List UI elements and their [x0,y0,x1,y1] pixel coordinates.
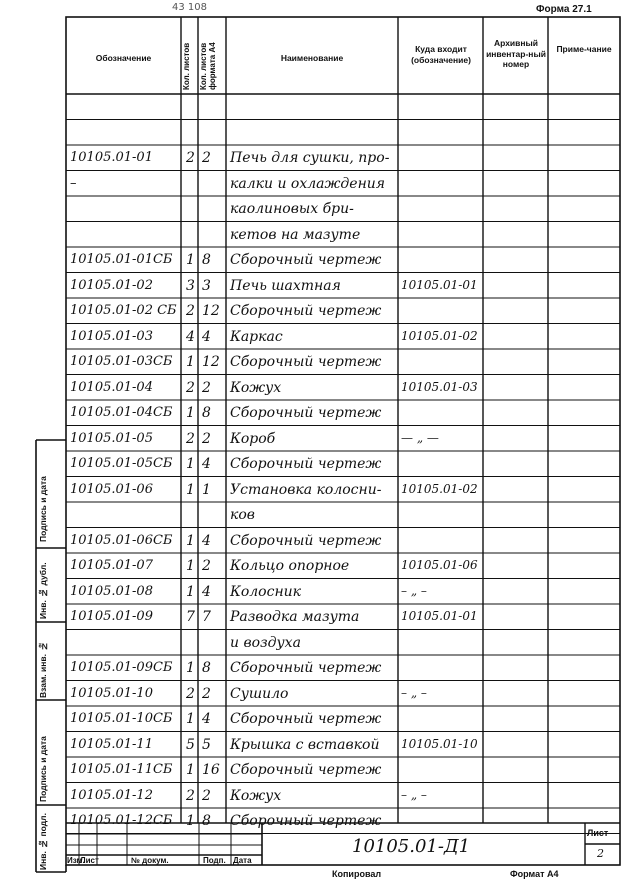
row-name: Сборочный чертеж [230,711,382,727]
sheet-label: Лист [587,828,609,838]
row-sheets-count: 2 [186,150,195,166]
row-sheets-a4: 8 [202,405,211,421]
row-sheets-a4: 12 [202,354,220,370]
row-sheets-count: 1 [186,405,195,421]
row-sheets-a4: 12 [202,303,220,319]
header-sheets-count: Кол. листов [182,42,191,90]
row-where-used: 10105.01-01 [401,277,478,292]
row-sheets-count: 2 [186,685,195,702]
row-sheets-count: 5 [186,736,195,753]
row-designation: 10105.01-08 [70,583,153,599]
row-where-used: 10105.01-01 [401,609,478,623]
row-designation: 10105.01-12СБ [70,813,173,828]
row-sheets-a4: 4 [202,583,211,600]
row-name: Крышка с вставкой [230,736,380,753]
side-label-dup-inv: Инв. № дубл. [38,562,48,619]
row-where-used: – „ – [401,685,427,700]
row-designation: 10105.01-06 [70,481,153,497]
row-sheets-count: 7 [186,609,195,625]
row-name: кетов на мазуте [230,226,361,243]
row-sheets-a4: 2 [202,685,211,702]
row-name: Сборочный чертеж [230,660,382,676]
title-col-date: Дата [233,856,252,865]
footer-copied: Копировал [332,869,382,879]
row-name: калки и охлаждения [230,175,386,192]
row-sheets-a4: 4 [202,532,211,549]
row-name: Сборочный чертеж [230,762,382,778]
row-designation: 10105.01-09СБ [70,660,173,675]
row-sheets-a4: 2 [202,558,211,574]
row-name: каолиновых бри- [230,201,354,217]
side-label-replace-inv: Взам. инв. № [38,641,48,698]
row-name: Печь для сушки, про- [230,150,390,166]
row-designation: – [70,175,77,191]
row-sheets-a4: 8 [202,813,211,829]
row-name: ков [230,507,255,523]
header-where-used: Куда входит (обозначение) [411,44,471,65]
row-name: Сборочный чертеж [230,354,382,370]
row-designation: 10105.01-12 [70,787,153,803]
row-designation: 10105.01-01 [70,150,153,165]
title-col-change: Изм. [67,856,85,865]
row-sheets-count: 1 [186,583,195,600]
header-note: Приме-чание [556,44,612,54]
row-sheets-a4: 16 [202,762,220,778]
row-sheets-count: 3 [186,277,195,294]
row-sheets-count: 2 [186,303,195,319]
footer-format: Формат А4 [510,869,559,879]
row-sheets-count: 4 [186,328,195,345]
row-designation: 10105.01-07 [70,558,153,573]
row-designation: 10105.01-09 [70,609,153,624]
row-designation: 10105.01-02 [70,277,153,293]
row-sheets-a4: 4 [202,328,211,345]
header-designation: Обозначение [95,53,152,63]
row-sheets-a4: 4 [202,711,211,727]
row-sheets-a4: 2 [202,150,211,166]
row-sheets-count: 2 [186,379,195,396]
row-where-used: 10105.01-02 [401,481,478,496]
row-name: Сборочный чертеж [230,405,382,421]
row-sheets-count: 1 [186,456,195,472]
row-name: Сборочный чертеж [230,252,382,268]
row-designation: 10105.01-05 [70,430,153,446]
row-sheets-a4: 1 [202,481,211,498]
row-where-used: – „ – [401,787,427,802]
row-where-used: 10105.01-02 [401,328,478,343]
row-name: Сборочный чертеж [230,303,382,319]
row-sheets-a4: 7 [202,609,211,625]
row-sheets-count: 2 [186,430,195,447]
row-name: и воздуха [230,634,301,651]
header-name: Наименование [280,53,344,63]
row-sheets-a4: 4 [202,456,211,472]
row-name: Сборочный чертеж [230,532,382,549]
sheet-value: 2 [597,847,604,860]
row-sheets-count: 2 [186,787,195,804]
row-name: Кожух [230,379,282,396]
row-sheets-count: 1 [186,252,195,268]
row-sheets-a4: 8 [202,660,211,676]
row-name: Сушило [230,685,289,702]
row-designation: 10105.01-10СБ [70,711,173,726]
row-sheets-count: 1 [186,660,195,676]
row-where-used: — „ — [401,430,439,445]
row-designation: 10105.01-06СБ [70,532,173,548]
header-archive-number: Архивный инвентар-ный номер [486,38,546,70]
row-sheets-a4: 5 [202,736,211,753]
row-name: Короб [230,430,276,447]
form-label: Форма 27.1 [536,4,592,15]
row-designation: 10105.01-10 [70,685,153,701]
row-where-used: – „ – [401,583,427,598]
row-sheets-count: 1 [186,481,195,498]
row-sheets-a4: 3 [202,277,211,294]
row-designation: 10105.01-01СБ [70,252,173,267]
header-sheets-a4: Кол. листов формата А4 [199,42,217,90]
document-code: 10105.01-Д1 [352,836,471,857]
row-sheets-a4: 8 [202,252,211,268]
row-sheets-count: 1 [186,532,195,549]
sheet-number-stamp: 43 108 [172,2,207,13]
row-sheets-a4: 2 [202,787,211,804]
row-designation: 10105.01-04 [70,379,153,395]
row-name: Сборочный чертеж [230,456,382,472]
row-designation: 10105.01-05СБ [70,456,173,471]
row-name: Разводка мазута [230,609,360,625]
row-name: Кольцо опорное [230,558,350,574]
row-name: Колосник [230,583,302,600]
side-label-orig-inv: Инв. № подл. [38,813,48,870]
title-col-sign: Подп. [203,856,226,865]
side-label-sign-date-bottom: Подпись и дата [38,736,48,802]
row-sheets-count: 1 [186,711,195,727]
side-label-sign-date-top: Подпись и дата [38,476,48,542]
row-name: Печь шахтная [230,277,341,294]
row-designation: 10105.01-02 СБ [70,303,177,318]
row-sheets-a4: 2 [202,379,211,396]
row-sheets-a4: 2 [202,430,211,447]
row-where-used: 10105.01-06 [401,558,478,572]
row-sheets-count: 1 [186,762,195,778]
row-designation: 10105.01-03СБ [70,354,173,369]
row-sheets-count: 1 [186,813,195,829]
row-designation: 10105.01-11 [70,736,153,752]
row-sheets-count: 1 [186,558,195,574]
row-designation: 10105.01-11СБ [70,762,173,777]
title-col-sheet: Лист [80,856,99,865]
row-where-used: 10105.01-10 [401,736,478,751]
row-designation: 10105.01-03 [70,328,153,344]
row-designation: 10105.01-04СБ [70,405,173,420]
title-col-doc: № докум. [131,856,169,865]
row-name: Кожух [230,787,282,804]
row-name: Сборочный чертеж [230,813,382,829]
row-sheets-count: 1 [186,354,195,370]
row-where-used: 10105.01-03 [401,379,478,394]
row-name: Каркас [230,328,283,345]
row-name: Установка колосни- [230,481,382,498]
